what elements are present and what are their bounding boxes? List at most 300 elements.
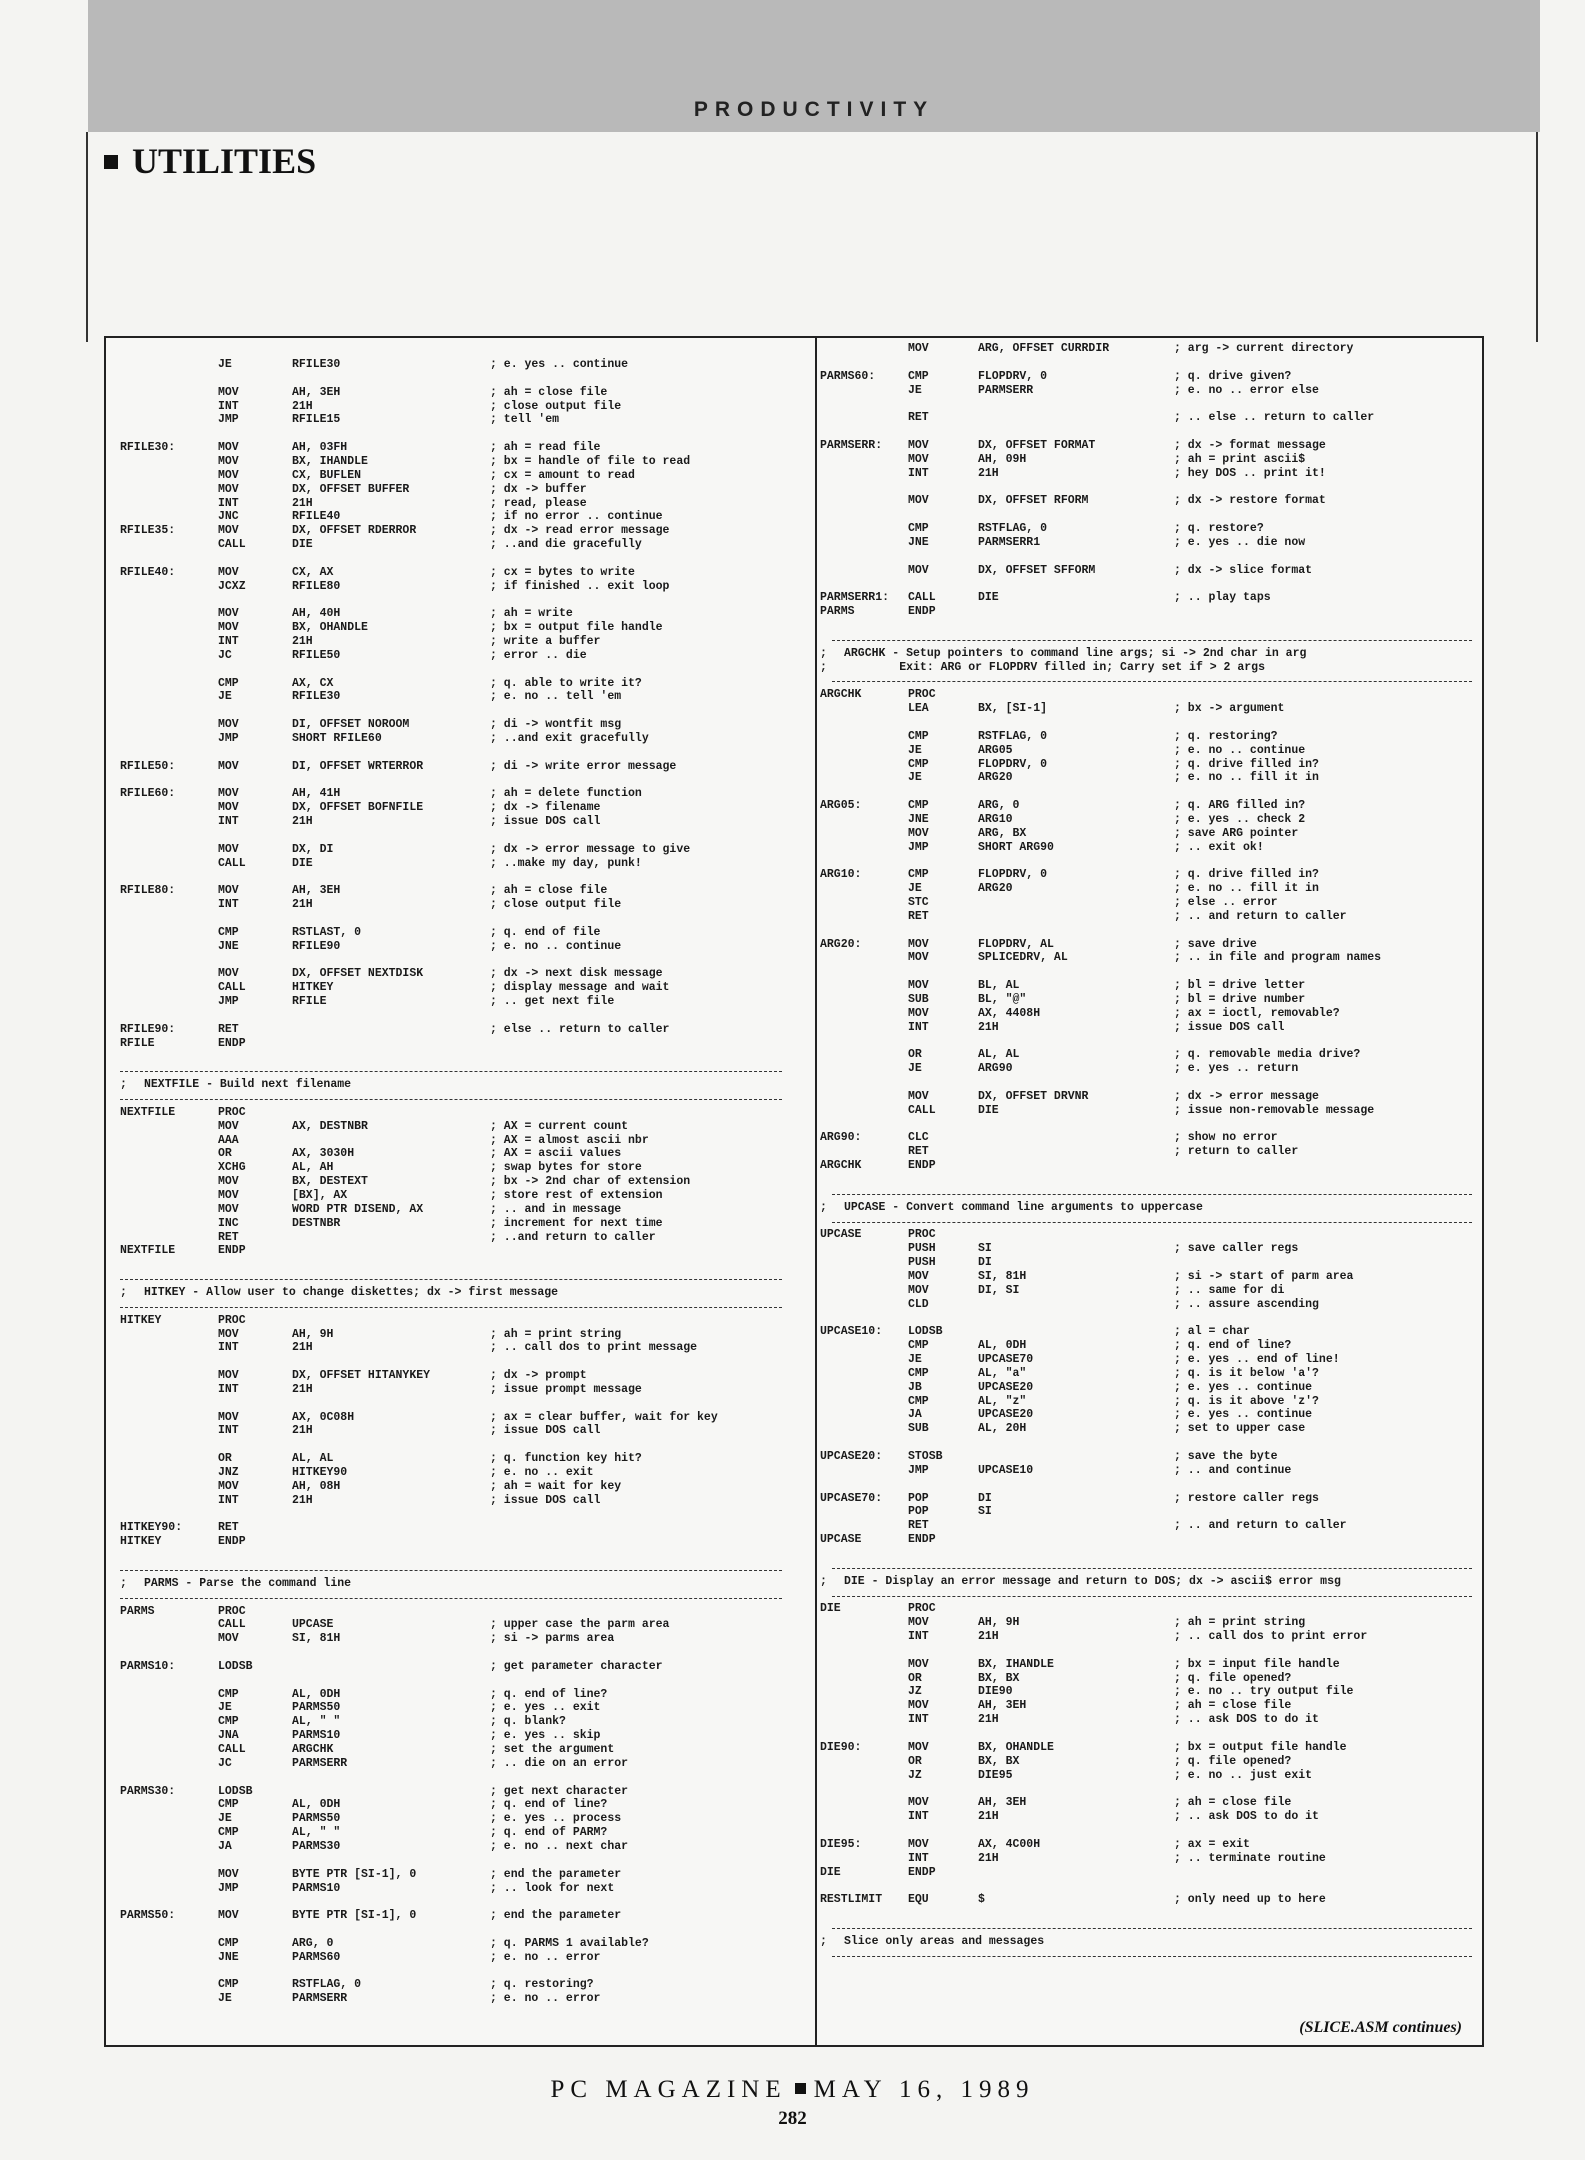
code-label: RFILE35: [120,524,176,538]
code-operand: RSTFLAG, 0 [292,1978,362,1992]
code-line [818,661,1482,675]
code-mnemonic: OR [908,1671,922,1685]
code-comment: ; ..and exit gracefully [490,731,649,745]
comment-separator [832,1568,1472,1569]
code-mnemonic: MOV [908,1837,929,1851]
code-line [818,522,1482,536]
code-line [106,427,814,441]
code-comment: ; .. and continue [1174,1463,1292,1477]
code-mnemonic: MOV [218,385,239,399]
code-comment: ; q. restore? [1174,522,1264,536]
code-mnemonic: JE [908,882,922,896]
code-comment: ; e. yes .. check 2 [1174,812,1306,826]
code-operand: FLOPDRV, 0 [978,369,1048,383]
code-mnemonic: MOV [218,1867,239,1881]
category-title-text: UTILITIES [132,141,317,181]
code-line [106,1715,814,1729]
code-line [818,1325,1482,1339]
code-line [818,1796,1482,1810]
code-line [818,799,1482,813]
code-line [106,1826,814,1840]
code-comment: ; .. call dos to print error [1174,1630,1368,1644]
code-mnemonic: CALL [218,1743,246,1756]
code-line [818,854,1482,868]
code-mnemonic: JE [908,771,922,785]
code-mnemonic: MOV [218,1189,239,1202]
code-line [106,1023,814,1037]
code-mnemonic: CALL [908,1103,936,1117]
code-line [106,677,814,691]
comment-separator [120,1099,782,1100]
code-line [818,577,1482,591]
code-operand: UPCASE20 [978,1380,1034,1394]
code-mnemonic: CALL [218,1618,246,1632]
code-operand: PARMSERR [292,1992,348,2006]
code-mnemonic: JA [908,1408,922,1422]
code-operand: AL, "z" [978,1394,1027,1408]
code-operand: HITKEY90 [292,1466,348,1479]
code-operand: AL, 0DH [292,1798,341,1812]
code-comment: ; .. and in message [490,1202,622,1216]
code-operand: PARMS - Parse the command line [144,1576,352,1590]
code-comment: ; q. is it below 'a'? [1174,1366,1319,1380]
code-operand: AL, 0DH [292,1687,341,1701]
code-line [106,1965,814,1979]
code-operand: 21H [978,1020,999,1034]
code-comment: ; ah = read file [490,441,601,455]
code-mnemonic: RET [218,1230,239,1244]
code-line [818,951,1482,965]
code-operand: 21H [978,1810,999,1824]
code-mnemonic: MOV [908,1089,929,1103]
code-line [106,1217,814,1231]
code-mnemonic: OR [218,1452,232,1466]
code-comment: ; ..make my day, punk! [490,856,642,870]
code-mnemonic: JZ [908,1685,922,1699]
code-line [818,1547,1482,1561]
code-line [106,774,814,788]
code-mnemonic: OR [218,1147,232,1161]
code-line [818,370,1482,384]
code-mnemonic: MOV [218,482,239,496]
comment-separator [832,640,1472,641]
code-mnemonic: MOV [218,468,239,482]
comment-separator [832,1928,1472,1929]
code-operand: 21H [978,1851,999,1865]
code-operand: RFILE30 [292,690,341,704]
code-operand: UPCASE70 [978,1353,1034,1367]
code-line [818,1727,1482,1741]
code-comment: ; store rest of extension [490,1189,663,1202]
code-line [818,411,1482,425]
code-mnemonic: PROC [218,1105,246,1119]
code-line [106,497,814,511]
code-line [106,1577,814,1591]
code-operand: 21H [978,1630,999,1644]
code-operand: BL, AL [978,979,1020,993]
code-operand: SI, 81H [978,1269,1027,1283]
code-line [106,635,814,649]
code-mnemonic: LEA [908,702,929,716]
code-operand: AL, AL [978,1048,1020,1062]
code-line [818,1021,1482,1035]
code-operand: AX, CX [292,676,334,690]
code-mnemonic: INT [218,635,239,648]
code-comment: ; ax = ioctl, removable? [1174,1006,1340,1020]
code-line [818,1533,1482,1547]
code-line [106,1452,814,1466]
code-comment: ; bx = output file handle [490,621,663,635]
code-operand: FLOPDRV, 0 [978,757,1048,771]
code-comment: ; .. ask DOS to do it [1174,1713,1319,1727]
code-comment: ; bx -> 2nd char of extension [490,1175,691,1189]
code-operand: BX, [SI-1] [978,702,1048,716]
code-mnemonic: ENDP [908,1159,936,1173]
code-mnemonic: POP [908,1505,929,1519]
code-line [818,1699,1482,1713]
code-line [818,938,1482,952]
code-mnemonic: ENDP [908,605,936,619]
code-line [106,1120,814,1134]
code-line [106,1051,814,1065]
code-operand: AH, 9H [978,1616,1020,1630]
code-mnemonic: PUSH [908,1242,936,1256]
code-mnemonic: MOV [908,979,929,993]
code-line [106,1161,814,1175]
code-operand: AL, AH [292,1161,334,1175]
code-operand: 21H [978,466,999,480]
comment-separator [832,1194,1472,1195]
code-line [106,1992,814,2006]
code-operand: ARG, BX [978,826,1027,840]
code-line [818,1879,1482,1893]
code-mnemonic: JE [908,383,922,397]
code-operand: RSTFLAG, 0 [978,729,1048,743]
code-comment: ; else .. return to caller [490,1022,670,1036]
code-comment: ; di -> write error message [490,759,677,773]
code-mnemonic: MOV [908,1796,929,1810]
code-line [818,1173,1482,1187]
code-label: PARMS50: [120,1909,176,1923]
code-mnemonic: STC [908,896,929,909]
code-line [106,1231,814,1245]
code-mnemonic: CMP [908,1394,929,1408]
code-line [818,1616,1482,1630]
code-operand: BX, IHANDLE [978,1657,1054,1671]
code-comment: ; e. yes .. exit [490,1701,601,1715]
code-mnemonic: JE [218,690,232,704]
code-operand: RFILE50 [292,648,341,662]
code-comment: ; save the byte [1174,1450,1278,1463]
code-line [106,1134,814,1148]
code-line [106,400,814,414]
code-line [106,912,814,926]
code-mnemonic: ENDP [218,1244,246,1258]
code-comment: ; e. no .. just exit [1174,1768,1313,1782]
code-line [106,1854,814,1868]
code-line [818,356,1482,370]
code-line [106,926,814,940]
code-operand: FLOPDRV, 0 [978,868,1048,882]
code-line [106,1397,814,1411]
code-line [818,1838,1482,1852]
code-line [106,580,814,594]
code-mnemonic: CLD [908,1297,929,1311]
code-comment: ; increment for next time [490,1216,663,1230]
code-mnemonic: MOV [218,759,239,773]
code-operand: DIE [978,1103,999,1117]
code-comment: ; ah = print string [1174,1616,1306,1630]
code-line [106,1508,814,1522]
code-comment: ; .. same for di [1174,1283,1285,1297]
code-line [106,1729,814,1743]
code-operand: HITKEY [292,981,334,995]
code-mnemonic: JE [218,1812,232,1826]
code-mnemonic: SUB [908,1422,929,1436]
code-line [106,690,814,704]
code-operand: DX, DI [292,842,334,856]
code-line [818,1658,1482,1672]
code-mnemonic: JE [908,743,922,757]
code-operand: PARMSERR1 [978,535,1041,549]
code-label: RFILE40: [120,565,176,579]
code-operand: RFILE40 [292,510,341,524]
code-mnemonic: MOV [908,342,929,355]
code-line [818,1367,1482,1381]
code-label: PARMS60: [820,369,876,383]
code-operand: DIE [292,538,313,552]
code-line [106,1743,814,1757]
code-label: ARG10: [820,868,862,882]
code-line [818,384,1482,398]
code-label: HITKEY [120,1313,162,1327]
code-mnemonic: JE [908,1353,922,1367]
code-operand: SHORT ARG90 [978,840,1054,854]
code-line [106,441,814,455]
code-operand: SHORT RFILE60 [292,731,382,745]
code-comment: ; e. no .. tell 'em [490,690,622,704]
code-operand: RFILE90 [292,939,341,953]
code-comment: ; q. blank? [490,1715,566,1729]
code-line [818,439,1482,453]
code-line [106,566,814,580]
code-line [106,593,814,607]
comment-separator [832,681,1472,682]
code-operand: AH, 3EH [292,884,341,898]
code-line [818,1769,1482,1783]
code-operand: BX, IHANDLE [292,454,368,468]
comment-separator [832,1956,1472,1957]
code-line [106,1480,814,1494]
code-line [818,785,1482,799]
code-line [106,1978,814,1992]
comment-separator [120,1570,782,1571]
code-comment: ; q. end of line? [1174,1339,1292,1353]
code-operand: AH, 40H [292,607,341,621]
code-line [106,995,814,1009]
code-label: RFILE80: [120,884,176,898]
code-operand: DX, OFFSET DRVNR [978,1089,1089,1103]
code-line [818,1035,1482,1049]
code-label: ARG05: [820,799,862,813]
frame-rule-right [1536,132,1538,342]
code-line [106,1632,814,1646]
code-mnemonic: CMP [218,1978,239,1992]
code-operand: AH, 08H [292,1479,341,1493]
code-comment: ; e. yes .. end of line! [1174,1353,1340,1367]
code-operand: AL, AL [292,1452,334,1466]
code-comment: ; e. no .. exit [490,1466,594,1479]
code-label: HITKEY90: [120,1521,183,1535]
code-line [818,1339,1482,1353]
code-operand: Slice only areas and messages [844,1934,1045,1948]
code-line [106,1078,814,1092]
code-mnemonic: JNE [908,535,929,549]
comment-separator [120,1279,782,1280]
code-mnemonic: CMP [218,1687,239,1701]
code-line [818,1159,1482,1173]
code-line [818,1866,1482,1880]
code-line [818,1436,1482,1450]
code-line [818,1284,1482,1298]
code-line [818,841,1482,855]
code-line [106,843,814,857]
code-comment: ; e. yes .. process [490,1812,622,1826]
code-operand: PARMS30 [292,1839,341,1853]
code-comment: ; dx -> buffer [490,482,587,496]
code-line [818,1062,1482,1076]
code-operand: ARG, 0 [292,1936,334,1950]
code-line [106,1882,814,1896]
code-comment: ; di -> wontfit msg [490,718,622,732]
code-line [106,1549,814,1563]
code-operand: NEXTFILE - Build next filename [144,1078,352,1092]
code-line [818,1131,1482,1145]
code-comment: ; AX = almost ascii nbr [490,1133,649,1147]
code-mnemonic: MOV [218,1632,239,1646]
code-line [106,552,814,566]
code-line [106,1355,814,1369]
code-line [106,1424,814,1438]
code-label: DIE95: [820,1837,862,1851]
code-label: DIE [820,1865,841,1879]
code-line [818,716,1482,730]
code-comment: ; q. ARG filled in? [1174,799,1306,813]
code-label: ; [820,660,827,674]
code-operand: WORD PTR DISEND, AX [292,1202,424,1216]
code-operand: ARG20 [978,771,1013,785]
frame-rule-left [86,132,88,342]
code-comment: ; write a buffer [490,635,601,648]
code-line [106,1314,814,1328]
code-mnemonic: MOV [218,1369,239,1383]
code-operand: PARMS10 [292,1881,341,1895]
code-operand: DI [978,1491,992,1505]
code-mnemonic: MOV [218,787,239,801]
code-line [818,494,1482,508]
code-mnemonic: PROC [908,1228,936,1242]
code-comment: ; end the parameter [490,1867,622,1881]
code-label: ARG90: [820,1131,862,1145]
code-mnemonic: JC [218,1756,232,1770]
code-line [818,827,1482,841]
code-operand: 21H [292,399,313,413]
code-label: DIE90: [820,1740,862,1754]
magazine-name: PC MAGAZINE [550,2076,787,2103]
code-comment: ; tell 'em [490,413,560,427]
code-operand: AH, 9H [292,1327,334,1341]
code-operand: AH, 09H [978,452,1027,466]
code-mnemonic: ENDP [908,1533,936,1547]
code-label: RFILE90: [120,1022,176,1036]
code-comment: ; restore caller regs [1174,1491,1319,1505]
code-mnemonic: JE [218,358,232,371]
code-line [818,1602,1482,1616]
code-operand: ARGCHK [292,1743,334,1756]
code-operand: AH, 3EH [978,1796,1027,1810]
code-line [818,425,1482,439]
code-mnemonic: INT [218,496,239,510]
code-operand: [BX], AX [292,1189,348,1202]
code-label: UPCASE20: [820,1450,883,1463]
code-operand: AX, 4C00H [978,1837,1041,1851]
code-comment: ; q. able to write it? [490,676,642,690]
code-mnemonic: LODSB [908,1325,943,1339]
code-comment: ; e. yes .. skip [490,1729,601,1743]
code-mnemonic: JE [218,1701,232,1715]
code-line [106,358,814,372]
code-label: PARMS [820,605,855,619]
code-comment: ; bl = drive number [1174,992,1306,1006]
code-label: PARMSERR: [820,438,883,452]
code-operand: SI [978,1505,992,1519]
code-mnemonic: RET [908,1519,929,1533]
code-comment: ; .. in file and program names [1174,951,1382,965]
code-label: NEXTFILE [120,1105,176,1119]
code-line [818,1312,1482,1326]
code-label: RESTLIMIT [820,1893,883,1907]
code-mnemonic: MOV [218,524,239,538]
continued-note: (SLICE.ASM continues) [1299,2019,1462,2036]
code-comment: ; e. no .. fill it in [1174,882,1319,896]
code-line [106,870,814,884]
code-line [106,1037,814,1051]
code-line [106,1438,814,1452]
code-operand: DX, OFFSET HITANYKEY [292,1369,431,1383]
code-operand: SI [978,1242,992,1256]
code-mnemonic: MOV [908,563,929,577]
code-comment: ; dx -> read error message [490,524,670,538]
code-comment: ; q. is it above 'z'? [1174,1394,1319,1408]
code-mnemonic: JNZ [218,1466,239,1479]
footer-magazine [0,2076,1585,2104]
code-line [818,1256,1482,1270]
code-operand: PARMS10 [292,1729,341,1743]
comment-separator [832,1222,1472,1223]
code-comment: ; issue DOS call [490,1493,601,1507]
code-comment: ; read, please [490,496,587,510]
section-label: PRODUCTIVITY [693,98,935,121]
code-line [106,1812,814,1826]
code-mnemonic: MOV [218,1410,239,1424]
code-operand: BYTE PTR [SI-1], 0 [292,1867,417,1881]
code-label: RFILE [120,1036,155,1050]
code-mnemonic: MOV [218,1175,239,1189]
code-operand: DIE90 [978,1685,1013,1699]
code-line [818,771,1482,785]
code-line [818,1713,1482,1727]
code-operand: 21H [292,496,313,510]
